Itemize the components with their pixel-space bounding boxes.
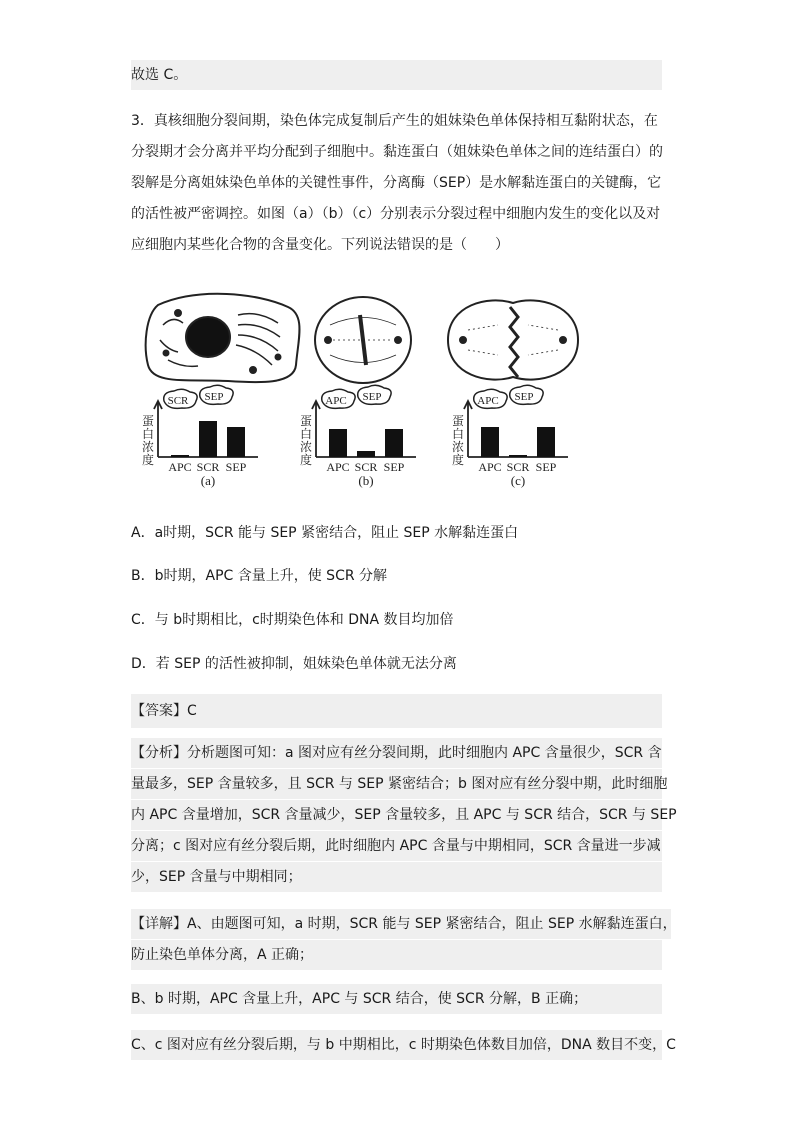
analysis-line: 内 APC 含量增加，SCR 含量减少，SEP 含量较多，且 APC 与 SCR 结合，SCR 与 SEP — [131, 800, 662, 830]
category-label: APC — [326, 460, 350, 474]
panel-label: (b) — [358, 473, 374, 488]
bar — [357, 451, 375, 457]
bar — [537, 427, 555, 457]
analysis-line: 【分析】分析题图可知：a 图对应有丝分裂间期，此时细胞内 APC 含量很少，SCR 含 — [131, 738, 662, 768]
detail-line: 【详解】A、由题图可知，a 时期，SCR 能与 SEP 紧密结合，阻止 SEP 水解黏连蛋白， — [131, 909, 671, 939]
analysis-line: 分离；c 图对应有丝分裂后期，此时细胞内 APC 含量与中期相同，SCR 含量进一步减 — [131, 831, 662, 861]
answer-line: 【答案】C — [131, 694, 662, 728]
category-label: APC — [168, 460, 192, 474]
category-label: SCR — [196, 460, 220, 474]
analysis-line: 少，SEP 含量与中期相同； — [131, 862, 662, 892]
detail-line: B、b 时期，APC 含量上升，APC 与 SCR 结合，使 SCR 分解，B 正确； — [131, 984, 662, 1014]
analysis-line: 量最多，SEP 含量较多，且 SCR 与 SEP 紧密结合；b 图对应有丝分裂中期，此时细胞 — [131, 769, 662, 799]
protein-bar-charts — [142, 385, 568, 488]
question-line: 3．真核细胞分裂间期，染色体完成复制后产生的姐妹染色单体保持相互黏附状态，在 — [131, 113, 658, 129]
y-axis-label-char: 白 — [299, 427, 313, 441]
bar — [385, 429, 403, 457]
bar — [199, 421, 217, 457]
option-d: D．若 SEP 的活性被抑制，姐妹染色单体就无法分离 — [131, 656, 457, 672]
cell-c-illustration — [448, 300, 578, 379]
y-axis-label-char: 度 — [141, 453, 155, 467]
detail-line: 防止染色单体分离，A 正确； — [131, 940, 662, 970]
bar — [509, 455, 527, 457]
y-axis-label-char: 蛋 — [299, 414, 313, 428]
option-a: A．a时期，SCR 能与 SEP 紧密结合，阻止 SEP 水解黏连蛋白 — [131, 525, 519, 541]
category-label: SEP — [535, 460, 557, 474]
question-line: 裂解是分离姐妹染色单体的关键性事件，分离酶（SEP）是水解黏连蛋白的关键酶，它 — [131, 175, 662, 191]
y-axis-label-char: 浓 — [299, 440, 313, 454]
cell-division-figure — [138, 285, 588, 500]
category-label: APC — [478, 460, 502, 474]
panel-label: (a) — [200, 473, 216, 488]
protein-bubble-label: SEP — [514, 391, 534, 403]
y-axis-label-char: 浓 — [451, 440, 465, 454]
protein-bubble-label: SCR — [167, 395, 189, 407]
y-axis-label-char: 蛋 — [141, 414, 155, 428]
category-label: SCR — [354, 460, 378, 474]
protein-bubble-label: SEP — [204, 391, 224, 403]
y-axis-label-char: 白 — [451, 427, 465, 441]
protein-bubble-label: SEP — [362, 391, 382, 403]
y-axis-label-char: 浓 — [141, 440, 155, 454]
option-b: B．b时期，APC 含量上升，使 SCR 分解 — [131, 568, 388, 584]
cell-a-illustration — [146, 294, 300, 382]
y-axis-label-char: 度 — [299, 453, 313, 467]
category-label: SEP — [225, 460, 247, 474]
category-label: SCR — [506, 460, 530, 474]
y-axis-label-char: 蛋 — [451, 414, 465, 428]
question-line: 应细胞内某些化合物的含量变化。下列说法错误的是（ ） — [131, 237, 509, 253]
detail-line: C、c 图对应有丝分裂后期，与 b 中期相比，c 时期染色体数目加倍，DNA 数目不变，C — [131, 1030, 662, 1060]
protein-bubble-label: APC — [477, 395, 499, 407]
bar — [227, 427, 245, 457]
y-axis-label-char: 白 — [141, 427, 155, 441]
bar — [171, 455, 189, 457]
category-label: SEP — [383, 460, 405, 474]
cell-b-illustration — [315, 297, 411, 383]
question-line: 分裂期才会分离并平均分配到子细胞中。黏连蛋白（姐妹染色单体之间的连结蛋白）的 — [131, 144, 663, 160]
panel-label: (c) — [510, 473, 526, 488]
y-axis-label-char: 度 — [451, 453, 465, 467]
bar — [481, 427, 499, 457]
question-line: 的活性被严密调控。如图（a）（b）（c）分别表示分裂过程中细胞内发生的变化以及对 — [131, 206, 661, 222]
previous-answer: 故选 C。 — [131, 60, 662, 90]
option-c: C．与 b时期相比，c时期染色体和 DNA 数目均加倍 — [131, 612, 454, 628]
protein-bubble-label: APC — [325, 395, 347, 407]
bar — [329, 429, 347, 457]
